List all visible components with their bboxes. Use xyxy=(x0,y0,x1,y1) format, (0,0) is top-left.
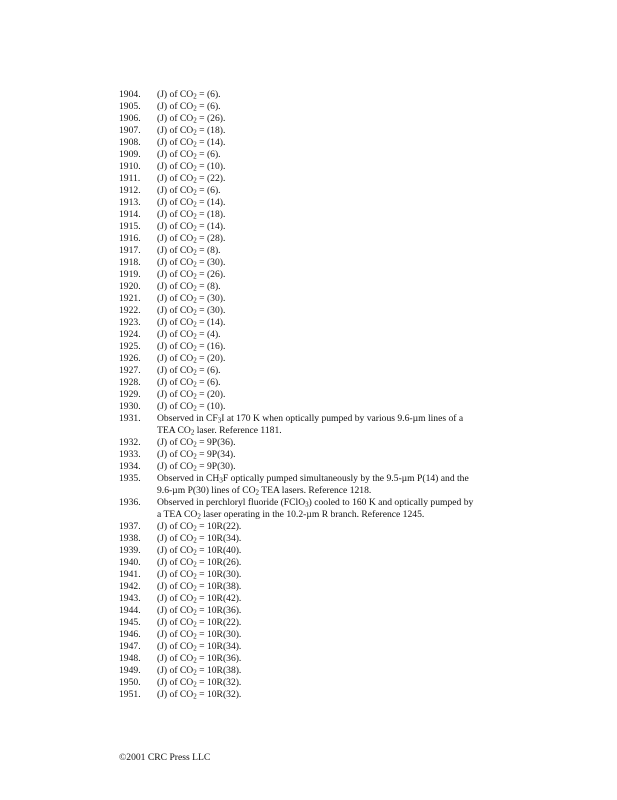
text-segment: = 9P(34). xyxy=(196,449,236,460)
subscript: 2 xyxy=(193,356,197,365)
note-text xyxy=(157,677,504,689)
note-text xyxy=(157,173,504,185)
text-segment: = (4). xyxy=(196,329,221,340)
text-segment: = (10). xyxy=(196,401,226,412)
note-text xyxy=(157,125,504,137)
notes-list xyxy=(119,89,504,701)
subscript: 2 xyxy=(193,152,197,161)
text-segment: TEA CO xyxy=(157,425,191,436)
subscript: 2 xyxy=(193,572,197,581)
text-segment: = (30). xyxy=(196,305,226,316)
note-item xyxy=(119,389,504,401)
note-item xyxy=(119,497,504,521)
note-text xyxy=(157,557,504,569)
note-text xyxy=(157,461,504,473)
note-text xyxy=(157,665,504,677)
text-segment: = 10R(36). xyxy=(196,653,242,664)
note-text xyxy=(157,161,504,173)
text-segment: = 10R(26). xyxy=(196,557,242,568)
subscript: 2 xyxy=(193,284,197,293)
note-item xyxy=(119,521,504,533)
note-number: 1947. xyxy=(119,641,141,652)
text-segment: = 10R(30). xyxy=(196,629,242,640)
note-number: 1915. xyxy=(119,221,141,232)
note-text xyxy=(157,689,504,701)
note-number: 1914. xyxy=(119,209,141,220)
subscript: 2 xyxy=(193,296,197,305)
note-number: 1926. xyxy=(119,353,141,364)
subscript: 2 xyxy=(193,200,197,209)
note-number: 1923. xyxy=(119,317,141,328)
subscript: 2 xyxy=(193,92,197,101)
note-item xyxy=(119,161,504,173)
subscript: 2 xyxy=(197,512,201,521)
text-segment: (J) of CO xyxy=(157,617,194,628)
note-number: 1948. xyxy=(119,653,141,664)
subscript: 2 xyxy=(193,212,197,221)
note-item xyxy=(119,545,504,557)
note-item xyxy=(119,305,504,317)
subscript: 2 xyxy=(193,620,197,629)
note-number: 1918. xyxy=(119,257,141,268)
note-number: 1912. xyxy=(119,185,141,196)
text-segment: = (16). xyxy=(196,341,226,352)
subscript: 2 xyxy=(193,692,197,701)
note-number: 1927. xyxy=(119,365,141,376)
text-segment: = (14). xyxy=(196,137,226,148)
note-item xyxy=(119,641,504,653)
text-segment: (J) of CO xyxy=(157,101,194,112)
copyright-footer: ©2001 CRC Press LLC xyxy=(119,752,211,763)
note-text xyxy=(157,89,504,101)
note-text xyxy=(157,569,504,581)
note-item xyxy=(119,605,504,617)
note-text xyxy=(157,629,504,641)
note-number: 1928. xyxy=(119,377,141,388)
text-segment: = 10R(22). xyxy=(196,521,242,532)
text-segment: = 10R(34). xyxy=(196,641,242,652)
subscript: 2 xyxy=(193,464,197,473)
text-segment: = (14). xyxy=(196,221,226,232)
subscript: 2 xyxy=(193,260,197,269)
text-segment: (J) of CO xyxy=(157,641,194,652)
text-segment: = 10R(42). xyxy=(196,593,242,604)
subscript: 2 xyxy=(193,536,197,545)
note-item xyxy=(119,437,504,449)
text-segment: (J) of CO xyxy=(157,629,194,640)
note-number: 1932. xyxy=(119,437,141,448)
note-text xyxy=(157,617,504,629)
note-number: 1934. xyxy=(119,461,141,472)
subscript: 2 xyxy=(193,392,197,401)
note-number: 1924. xyxy=(119,329,141,340)
text-segment: = (22). xyxy=(196,173,226,184)
text-segment: (J) of CO xyxy=(157,125,194,136)
text-segment: = (8). xyxy=(196,245,221,256)
note-item xyxy=(119,353,504,365)
note-item xyxy=(119,137,504,149)
note-item xyxy=(119,101,504,113)
subscript: 2 xyxy=(193,308,197,317)
text-segment: (J) of CO xyxy=(157,653,194,664)
note-text xyxy=(157,593,504,605)
text-segment: = 10R(32). xyxy=(196,677,242,688)
note-number: 1931. xyxy=(119,413,141,424)
text-segment: = (18). xyxy=(196,125,226,136)
text-segment: = (10). xyxy=(196,161,226,172)
note-number: 1919. xyxy=(119,269,141,280)
note-text xyxy=(157,653,504,665)
note-text xyxy=(157,281,504,293)
subscript: 2 xyxy=(193,224,197,233)
note-item xyxy=(119,89,504,101)
subscript: 2 xyxy=(193,176,197,185)
note-item xyxy=(119,281,504,293)
note-text xyxy=(157,149,504,161)
note-item xyxy=(119,149,504,161)
subscript: 2 xyxy=(193,656,197,665)
text-segment: (J) of CO xyxy=(157,197,194,208)
note-item xyxy=(119,401,504,413)
note-item xyxy=(119,257,504,269)
note-number: 1911. xyxy=(119,173,141,184)
note-text xyxy=(157,269,504,281)
note-number: 1941. xyxy=(119,569,141,580)
text-segment: = (6). xyxy=(196,149,221,160)
subscript: 2 xyxy=(193,440,197,449)
text-segment: (J) of CO xyxy=(157,545,194,556)
note-number: 1907. xyxy=(119,125,141,136)
text-segment: = 10R(22). xyxy=(196,617,242,628)
text-segment: (J) of CO xyxy=(157,257,194,268)
text-segment: = (26). xyxy=(196,113,226,124)
text-segment: Observed in perchloryl fluoride (FClO xyxy=(157,497,306,508)
note-number: 1946. xyxy=(119,629,141,640)
note-number: 1922. xyxy=(119,305,141,316)
note-number: 1945. xyxy=(119,617,141,628)
note-text xyxy=(157,305,504,317)
text-segment: (J) of CO xyxy=(157,437,194,448)
subscript: 2 xyxy=(193,584,197,593)
note-text xyxy=(157,329,504,341)
text-segment: (J) of CO xyxy=(157,209,194,220)
note-item xyxy=(119,557,504,569)
note-number: 1913. xyxy=(119,197,141,208)
note-number: 1950. xyxy=(119,677,141,688)
note-item xyxy=(119,653,504,665)
note-number: 1937. xyxy=(119,521,141,532)
note-item xyxy=(119,329,504,341)
note-item xyxy=(119,617,504,629)
note-item xyxy=(119,677,504,689)
note-item xyxy=(119,569,504,581)
note-text xyxy=(157,641,504,653)
note-number: 1940. xyxy=(119,557,141,568)
subscript: 2 xyxy=(193,380,197,389)
subscript: 2 xyxy=(193,344,197,353)
text-segment: (J) of CO xyxy=(157,605,194,616)
subscript: 2 xyxy=(255,488,260,497)
note-item xyxy=(119,533,504,545)
note-text xyxy=(157,101,504,113)
note-text xyxy=(157,581,504,593)
text-segment: = 10R(34). xyxy=(196,533,242,544)
text-segment: (J) of CO xyxy=(157,233,194,244)
text-segment: (J) of CO xyxy=(157,137,194,148)
note-number: 1920. xyxy=(119,281,141,292)
text-segment: = 10R(40). xyxy=(196,545,242,556)
note-text xyxy=(157,221,504,233)
note-text xyxy=(157,449,504,461)
note-text xyxy=(157,437,504,449)
subscript: 2 xyxy=(193,188,197,197)
subscript: 2 xyxy=(193,560,197,569)
subscript: 2 xyxy=(193,596,197,605)
note-item xyxy=(119,317,504,329)
note-text xyxy=(157,113,504,125)
text-segment: (J) of CO xyxy=(157,401,194,412)
subscript: 2 xyxy=(193,140,197,149)
subscript: 2 xyxy=(193,128,197,137)
note-number: 1909. xyxy=(119,149,141,160)
note-item xyxy=(119,365,504,377)
note-item xyxy=(119,581,504,593)
text-segment: (J) of CO xyxy=(157,677,194,688)
note-number: 1921. xyxy=(119,293,141,304)
note-text xyxy=(157,545,504,557)
text-segment: (J) of CO xyxy=(157,665,194,676)
subscript: 2 xyxy=(193,332,197,341)
note-number: 1943. xyxy=(119,593,141,604)
text-segment: = 10R(38). xyxy=(196,581,242,592)
subscript: 2 xyxy=(193,404,197,413)
text-segment: = (6). xyxy=(196,101,221,112)
subscript: 2 xyxy=(193,680,197,689)
note-item xyxy=(119,245,504,257)
text-segment: Observed in CF xyxy=(157,413,218,424)
note-item xyxy=(119,413,504,437)
text-segment: laser operating in the 10.2-µm R branch. Reference 1245. xyxy=(200,509,425,520)
subscript: 2 xyxy=(190,428,195,437)
note-number: 1916. xyxy=(119,233,141,244)
text-segment: (J) of CO xyxy=(157,329,194,340)
note-text xyxy=(157,257,504,269)
note-text xyxy=(157,401,504,413)
subscript: 2 xyxy=(193,452,197,461)
note-number: 1944. xyxy=(119,605,141,616)
note-number: 1925. xyxy=(119,341,141,352)
subscript: 2 xyxy=(193,548,197,557)
note-number: 1935. xyxy=(119,473,141,484)
text-segment: I at 170 K when optically pumped by various 9.6-µm lines of a xyxy=(221,413,464,424)
note-item xyxy=(119,449,504,461)
subscript: 2 xyxy=(193,320,197,329)
note-item xyxy=(119,689,504,701)
note-text xyxy=(157,341,504,353)
text-segment: (J) of CO xyxy=(157,221,194,232)
note-item xyxy=(119,233,504,245)
text-segment: Observed in CH xyxy=(157,473,220,484)
text-segment: = (14). xyxy=(196,317,226,328)
note-number: 1904. xyxy=(119,89,141,100)
text-segment: (J) of CO xyxy=(157,533,194,544)
text-segment: = (6). xyxy=(196,89,221,100)
note-text xyxy=(157,185,504,197)
text-segment: (J) of CO xyxy=(157,317,194,328)
text-segment: = (6). xyxy=(196,377,221,388)
note-text xyxy=(157,413,504,437)
text-segment: (J) of CO xyxy=(157,389,194,400)
note-text xyxy=(157,233,504,245)
subscript: 2 xyxy=(193,236,197,245)
note-text xyxy=(157,245,504,257)
note-text xyxy=(157,605,504,617)
subscript: 3 xyxy=(217,416,222,425)
note-item xyxy=(119,461,504,473)
note-item xyxy=(119,197,504,209)
subscript: 3 xyxy=(305,500,309,509)
note-number: 1906. xyxy=(119,113,141,124)
subscript: 2 xyxy=(193,368,197,377)
text-segment: = (30). xyxy=(196,293,226,304)
note-item xyxy=(119,293,504,305)
subscript: 2 xyxy=(193,632,197,641)
note-text xyxy=(157,473,504,497)
text-segment: (J) of CO xyxy=(157,377,194,388)
note-text xyxy=(157,521,504,533)
text-segment: (J) of CO xyxy=(157,461,194,472)
text-segment: laser. Reference 1181. xyxy=(194,425,282,436)
text-segment: (J) of CO xyxy=(157,293,194,304)
text-segment: ) cooled to 160 K and optically pumped by xyxy=(308,497,474,508)
text-segment: (J) of CO xyxy=(157,281,194,292)
note-item xyxy=(119,593,504,605)
note-number: 1938. xyxy=(119,533,141,544)
text-segment: (J) of CO xyxy=(157,593,194,604)
text-segment: = (30). xyxy=(196,257,226,268)
text-segment: = (26). xyxy=(196,269,226,280)
text-segment: = (28). xyxy=(196,233,226,244)
note-text xyxy=(157,377,504,389)
text-segment: (J) of CO xyxy=(157,341,194,352)
note-number: 1905. xyxy=(119,101,141,112)
note-item xyxy=(119,209,504,221)
text-segment: (J) of CO xyxy=(157,557,194,568)
subscript: 2 xyxy=(193,164,197,173)
note-text xyxy=(157,197,504,209)
note-text xyxy=(157,389,504,401)
text-segment: = 10R(38). xyxy=(196,665,242,676)
note-item xyxy=(119,665,504,677)
note-number: 1942. xyxy=(119,581,141,592)
text-segment: (J) of CO xyxy=(157,185,194,196)
text-segment: 9.6-µm P(30) lines of CO xyxy=(157,485,256,496)
subscript: 2 xyxy=(193,644,197,653)
text-segment: = (6). xyxy=(196,365,221,376)
text-segment: = 10R(30). xyxy=(196,569,242,580)
subscript: 2 xyxy=(193,608,197,617)
note-number: 1917. xyxy=(119,245,141,256)
subscript: 2 xyxy=(193,272,197,281)
note-text xyxy=(157,209,504,221)
note-number: 1936. xyxy=(119,497,141,508)
text-segment: (J) of CO xyxy=(157,173,194,184)
text-segment: = 10R(32). xyxy=(196,689,242,700)
text-segment: (J) of CO xyxy=(157,161,194,172)
subscript: 2 xyxy=(193,248,197,257)
note-number: 1933. xyxy=(119,449,141,460)
note-item xyxy=(119,113,504,125)
text-segment: = (6). xyxy=(196,185,221,196)
note-text xyxy=(157,293,504,305)
note-item xyxy=(119,341,504,353)
note-item xyxy=(119,269,504,281)
text-segment: = (20). xyxy=(196,389,226,400)
note-text xyxy=(157,365,504,377)
text-segment: (J) of CO xyxy=(157,353,194,364)
subscript: 2 xyxy=(193,524,197,533)
subscript: 3 xyxy=(219,476,223,485)
text-segment: (J) of CO xyxy=(157,269,194,280)
text-segment: (J) of CO xyxy=(157,689,194,700)
text-segment: TEA lasers. Reference 1218. xyxy=(259,485,372,496)
text-segment: (J) of CO xyxy=(157,581,194,592)
note-text xyxy=(157,137,504,149)
text-segment: (J) of CO xyxy=(157,521,194,532)
text-segment: = 10R(36). xyxy=(196,605,242,616)
text-segment: = 9P(30). xyxy=(196,461,236,472)
text-segment: = (18). xyxy=(196,209,226,220)
subscript: 2 xyxy=(193,104,197,113)
note-number: 1908. xyxy=(119,137,141,148)
note-text xyxy=(157,353,504,365)
text-segment: (J) of CO xyxy=(157,149,194,160)
note-item xyxy=(119,173,504,185)
note-item xyxy=(119,377,504,389)
text-segment: a TEA CO xyxy=(157,509,198,520)
text-segment: (J) of CO xyxy=(157,365,194,376)
note-number: 1951. xyxy=(119,689,141,700)
subscript: 2 xyxy=(193,668,197,677)
note-number: 1910. xyxy=(119,161,141,172)
note-text xyxy=(157,317,504,329)
note-number: 1930. xyxy=(119,401,141,412)
text-segment: (J) of CO xyxy=(157,89,194,100)
text-segment: = (20). xyxy=(196,353,226,364)
note-number: 1949. xyxy=(119,665,141,676)
note-text xyxy=(157,533,504,545)
text-segment: (J) of CO xyxy=(157,569,194,580)
text-segment: = (8). xyxy=(196,281,221,292)
text-segment: (J) of CO xyxy=(157,113,194,124)
note-item xyxy=(119,473,504,497)
note-item xyxy=(119,125,504,137)
note-number: 1939. xyxy=(119,545,141,556)
text-segment: (J) of CO xyxy=(157,245,194,256)
note-text xyxy=(157,497,504,521)
note-item xyxy=(119,185,504,197)
text-segment: = (14). xyxy=(196,197,226,208)
text-segment: F optically pumped simultaneously by the 9.5-µm P(14) and the xyxy=(222,473,469,484)
note-number: 1929. xyxy=(119,389,141,400)
note-item xyxy=(119,221,504,233)
text-segment: (J) of CO xyxy=(157,305,194,316)
subscript: 2 xyxy=(193,116,197,125)
text-segment: (J) of CO xyxy=(157,449,194,460)
note-item xyxy=(119,629,504,641)
text-segment: = 9P(36). xyxy=(196,437,236,448)
